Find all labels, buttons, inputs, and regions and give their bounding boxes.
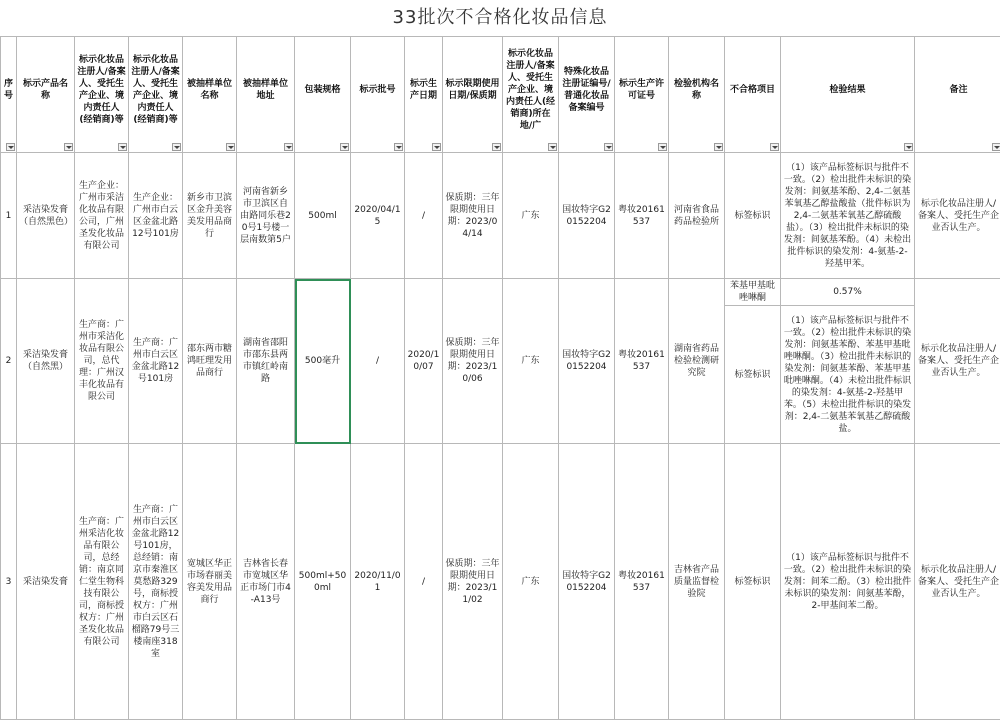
cell-fail-item[interactable]: 标签标识 (725, 444, 781, 720)
cell-package[interactable]: 500ml (295, 153, 351, 279)
cell-company[interactable]: 生产商：广州采洁化妆品有限公司，总经销：南京同仁堂生物科技有限公司，商标授权方：广州圣发化妆品有限公司 (75, 444, 129, 720)
cell-fail-item[interactable]: 标签标识 (725, 306, 781, 444)
cell-fail-item[interactable]: 标签标识 (725, 153, 781, 279)
header-cell[interactable]: 标示生产许可证号 (615, 37, 669, 153)
filter-dropdown-icon[interactable] (64, 143, 73, 151)
cell-product-name[interactable]: 采洁染发膏（自然黑） (17, 279, 75, 444)
header-cell[interactable]: 不合格项目 (725, 37, 781, 153)
cell-location[interactable]: 广东 (503, 153, 559, 279)
cell-prod-date[interactable]: / (405, 444, 443, 720)
cell-institute[interactable]: 湖南省药品检验检测研究院 (669, 279, 725, 444)
header-cell[interactable]: 备注 (915, 37, 1000, 153)
filter-dropdown-icon[interactable] (604, 143, 613, 151)
header-cell[interactable]: 检验结果 (781, 37, 915, 153)
cell-location[interactable]: 广东 (503, 444, 559, 720)
filter-dropdown-icon[interactable] (770, 143, 779, 151)
table-row (1, 153, 1000, 279)
cell-location[interactable]: 广东 (503, 279, 559, 444)
cell-company[interactable]: 生产企业：广州市采洁化妆品有限公司，广州圣发化妆品有限公司 (75, 153, 129, 279)
filter-dropdown-icon[interactable] (226, 143, 235, 151)
cell-license[interactable]: 粤妆20161537 (615, 153, 669, 279)
cell-institute[interactable]: 河南省食品药品检验所 (669, 153, 725, 279)
cell-license[interactable]: 粤妆20161537 (615, 444, 669, 720)
cell-batch[interactable]: / (351, 279, 405, 444)
cell-remark[interactable]: 标示化妆品注册人/备案人、受托生产企业否认生产。 (915, 279, 1000, 444)
data-table (0, 36, 1000, 720)
header-cell[interactable]: 标示化妆品注册人/备案人、受托生产企业、境内责任人(经销商)所在地/广 (503, 37, 559, 153)
filter-dropdown-icon[interactable] (658, 143, 667, 151)
cell-no[interactable]: 3 (1, 444, 17, 720)
cell-expiry[interactable]: 保质期：三年 限期使用日期：2023/11/02 (443, 444, 503, 720)
cell-prod-date[interactable]: 2020/10/07 (405, 279, 443, 444)
cell-sampled-unit[interactable]: 宽城区华正市场春丽美容美发用品商行 (183, 444, 237, 720)
cell-result[interactable]: （1）该产品标签标识与批件不一致。（2）检出批件未标识的染发剂：间苯二酚。（3）检出批件未标识的染发剂：间氨基苯酚，2-甲基间苯二酚。 (781, 444, 915, 720)
cell-sampled-unit[interactable]: 新乡市卫滨区金升美容美发用品商行 (183, 153, 237, 279)
header-cell[interactable]: 检验机构名称 (669, 37, 725, 153)
cell-package-selected[interactable]: 500毫升 (295, 279, 351, 444)
cell-expiry[interactable]: 保质期：三年 限期使用日期：2023/04/14 (443, 153, 503, 279)
header-cell[interactable]: 标示化妆品注册人/备案人、受托生产企业、境内责任人(经销商)等 (129, 37, 183, 153)
cell-batch[interactable]: 2020/04/15 (351, 153, 405, 279)
filter-dropdown-icon[interactable] (714, 143, 723, 151)
header-cell[interactable]: 标示批号 (351, 37, 405, 153)
cell-address[interactable]: 吉林省长春市宽城区华正市场门市4-A13号 (237, 444, 295, 720)
table-row (1, 279, 1000, 306)
cell-license[interactable]: 粤妆20161537 (615, 279, 669, 444)
cell-expiry[interactable]: 保质期：三年 限期使用日期：2023/10/06 (443, 279, 503, 444)
filter-dropdown-icon[interactable] (172, 143, 181, 151)
filter-dropdown-icon[interactable] (992, 143, 1000, 151)
cell-reg-no[interactable]: 国妆特字G20152204 (559, 279, 615, 444)
cell-address[interactable]: 河南省新乡市卫滨区自由路同乐巷20号1号楼一层南数第5户 (237, 153, 295, 279)
header-cell[interactable]: 被抽样单位名称 (183, 37, 237, 153)
filter-dropdown-icon[interactable] (118, 143, 127, 151)
filter-dropdown-icon[interactable] (548, 143, 557, 151)
cell-address[interactable]: 湖南省邵阳市邵东县两市镇红岭南路 (237, 279, 295, 444)
cell-company-address[interactable]: 生产商：广州市白云区金盆北路12号101房，总经销：南京市秦淮区莫愁路329号，商标授权方：广州市白云区石榴路79号三楼南座318室 (129, 444, 183, 720)
cell-result[interactable]: （1）该产品标签标识与批件不一致。（2）检出批件未标识的染发剂：间氨基苯酚、苯基甲基吡唑啉酮。（3）检出批件未标识的染发剂：间氨基苯酚、苯基甲基吡唑啉酮。（4）未检出批件标识的染发剂：4-氨基-2-羟基甲苯。（5）未检出批件标识的染发剂：2,4-二氨基苯氧基乙醇硫酸盐。 (781, 306, 915, 444)
cell-sampled-unit[interactable]: 邵东两市糖鸿旺理发用品商行 (183, 279, 237, 444)
filter-dropdown-icon[interactable] (492, 143, 501, 151)
filter-dropdown-icon[interactable] (6, 143, 15, 151)
filter-dropdown-icon[interactable] (904, 143, 913, 151)
header-cell[interactable]: 标示产品名称 (17, 37, 75, 153)
filter-dropdown-icon[interactable] (340, 143, 349, 151)
header-cell[interactable]: 包装规格 (295, 37, 351, 153)
cell-company-address[interactable]: 生产企业：广州市白云区金盆北路12号101房 (129, 153, 183, 279)
cell-fail-item[interactable]: 苯基甲基吡唑啉酮 (725, 279, 781, 306)
filter-dropdown-icon[interactable] (432, 143, 441, 151)
header-cell[interactable]: 被抽样单位地址 (237, 37, 295, 153)
table-row (1, 444, 1000, 720)
header-cell[interactable]: 标示限期使用日期/保质期 (443, 37, 503, 153)
cell-company[interactable]: 生产商：广州市采洁化妆品有限公司，总代理：广州汉丰化妆品有限公司 (75, 279, 129, 444)
cell-remark[interactable]: 标示化妆品注册人/备案人、受托生产企业否认生产。 (915, 444, 1000, 720)
cell-product-name[interactable]: 采洁染发膏 (17, 444, 75, 720)
cell-reg-no[interactable]: 国妆特字G20152204 (559, 444, 615, 720)
filter-dropdown-icon[interactable] (284, 143, 293, 151)
header-cell[interactable]: 特殊化妆品注册证编号/普通化妆品备案编号 (559, 37, 615, 153)
sheet-title: 33批次不合格化妆品信息 (0, 0, 1000, 36)
cell-reg-no[interactable]: 国妆特字G20152204 (559, 153, 615, 279)
cell-remark[interactable]: 标示化妆品注册人/备案人、受托生产企业否认生产。 (915, 153, 1000, 279)
header-cell[interactable]: 序号 (1, 37, 17, 153)
cell-company-address[interactable]: 生产商：广州市白云区金盆北路12号101房 (129, 279, 183, 444)
cell-prod-date[interactable]: / (405, 153, 443, 279)
cell-result[interactable]: 0.57% (781, 279, 915, 306)
header-cell[interactable]: 标示化妆品注册人/备案人、受托生产企业、境内责任人(经销商)等 (75, 37, 129, 153)
header-row (1, 37, 1000, 153)
cell-product-name[interactable]: 采洁染发膏（自然黑色） (17, 153, 75, 279)
cell-no[interactable]: 2 (1, 279, 17, 444)
cell-no[interactable]: 1 (1, 153, 17, 279)
cell-institute[interactable]: 吉林省产品质量监督检验院 (669, 444, 725, 720)
cell-batch[interactable]: 2020/11/01 (351, 444, 405, 720)
filter-dropdown-icon[interactable] (394, 143, 403, 151)
cell-package[interactable]: 500ml+500ml (295, 444, 351, 720)
cell-result[interactable]: （1）该产品标签标识与批件不一致。（2）检出批件未标识的染发剂：间氨基苯酚、2,4-二氨基苯氧基乙醇盐酸盐（批件标识为2,4-二氨基苯氧基乙醇硫酸盐）。（3）检出批件未标识的染发剂：间氨基苯酚。（4）未检出批件标识的染发剂：4-氨基-2-羟基甲苯。 (781, 153, 915, 279)
header-cell[interactable]: 标示生产日期 (405, 37, 443, 153)
